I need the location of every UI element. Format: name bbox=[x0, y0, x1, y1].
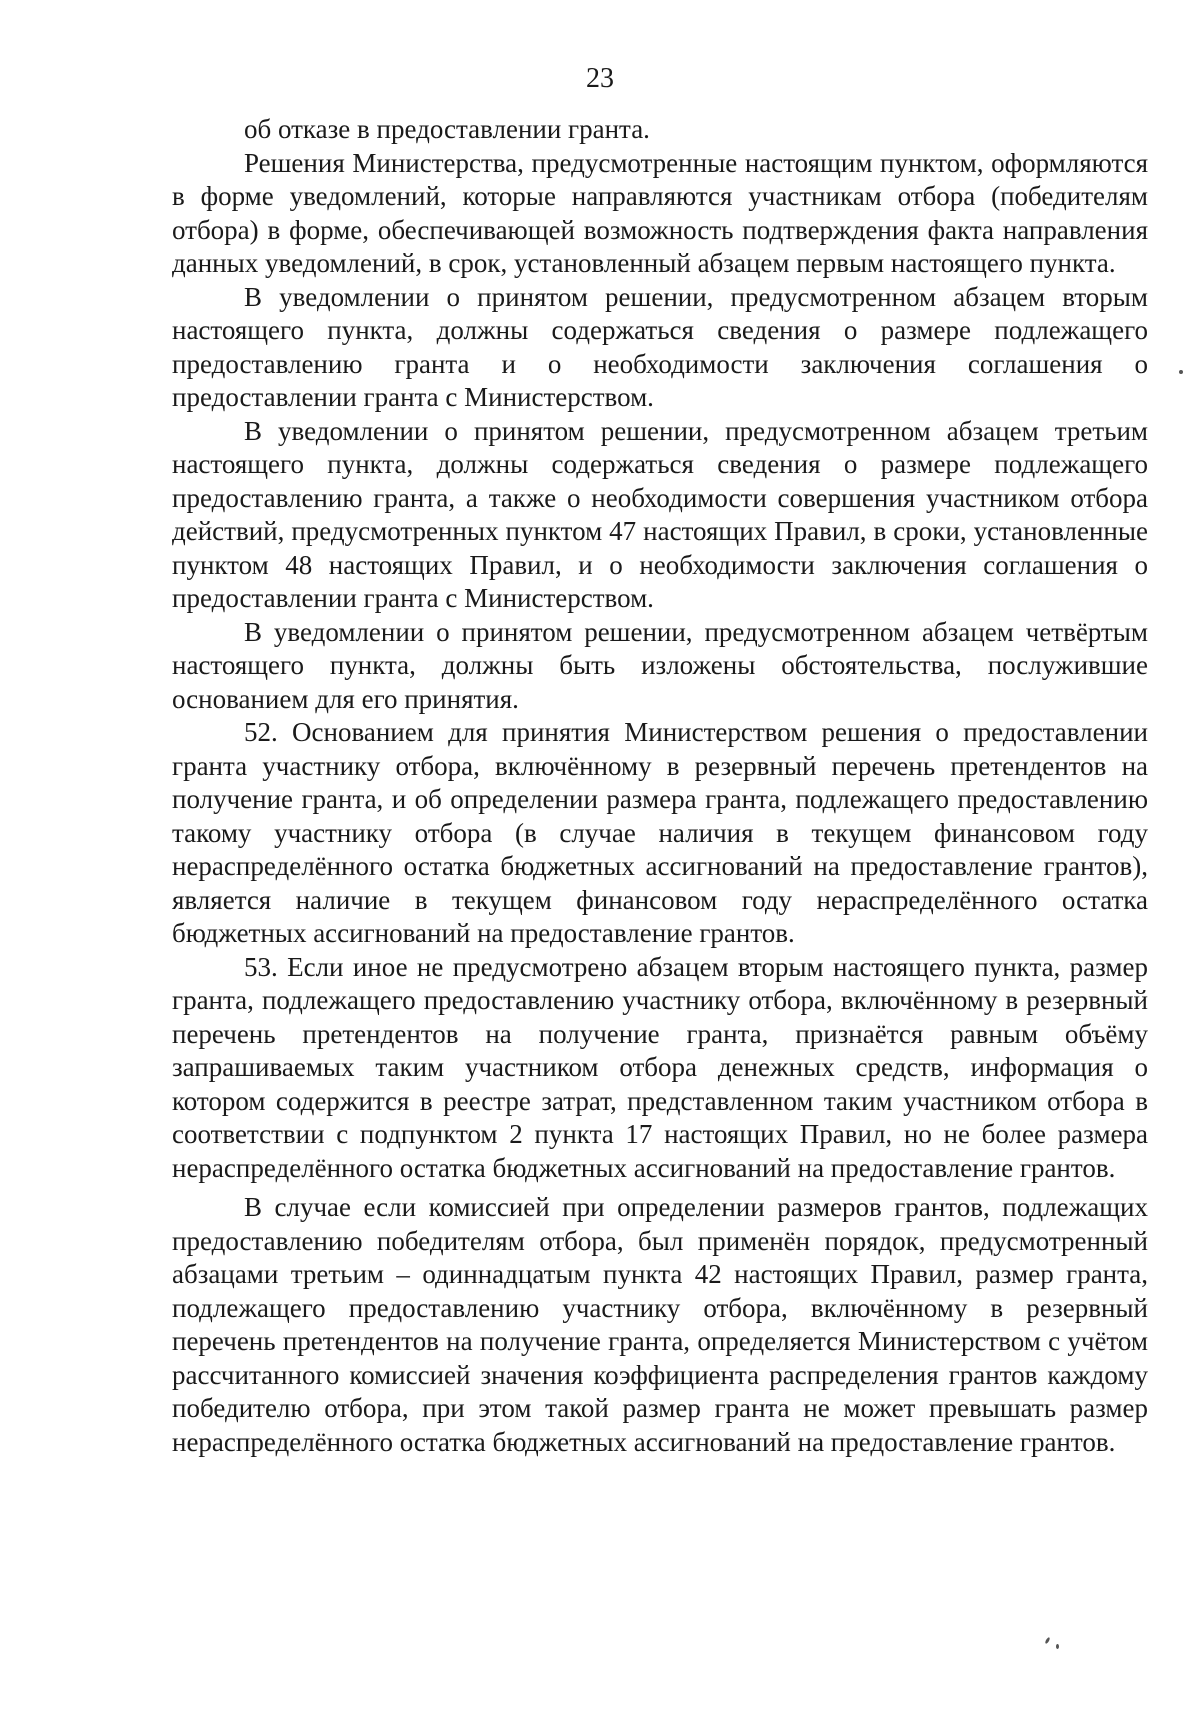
paragraph-clause-53: 53. Если иное не предусмотрено абзацем вторым настоящего пункта, размер гранта, подлежащего предоставлению участнику отбора, включённому в резервный перечень претендентов на получение гранта, признаётся равным объёму запрашиваемых таким участником отбора денежных средств, информация о котором содержится в реестре затрат, представленном таким участником отбора в соответствии с подпунктом 2 пункта 17 настоящих Правил, но не более размера нераспределённого остатка бюджетных ассигнований на предоставление грантов. bbox=[172, 951, 1148, 1183]
paragraph-continuation: об отказе в предоставлении гранта. bbox=[244, 114, 650, 144]
page-number: 23 bbox=[586, 63, 614, 94]
scan-speck bbox=[1179, 370, 1183, 374]
paragraph-notice-third: В уведомлении о принятом решении, предусмотренном абзацем третьим настоящего пункта, должны содержаться сведения о размере подлежащего предоставлению гранта, а также о необходимости совершения участником отбора действий, предусмотренных пунктом 47 настоящих Правил, в сроки, установленные пунктом 48 настоящих Правил, и о необходимости заключения соглашения о предоставлении гранта с Министерством. bbox=[172, 415, 1148, 613]
document-body bbox=[172, 113, 1148, 1459]
paragraph-notice-fourth: В уведомлении о принятом решении, предусмотренном абзацем четвёртым настоящего пункта, должны быть изложены обстоятельства, послужившие основанием для его принятия. bbox=[172, 616, 1148, 714]
paragraph-clause-52: 52. Основанием для принятия Министерством решения о предоставлении гранта участнику отбора, включённому в резервный перечень претендентов на получение гранта, и об определении размера гранта, подлежащего предоставлению такому участнику отбора (в случае наличия в текущем финансовом году нераспределённого остатка бюджетных ассигнований на предоставление грантов), является наличие в текущем финансовом году нераспределённого остатка бюджетных ассигнований на предоставление грантов. bbox=[172, 717, 1148, 948]
scan-speck bbox=[1044, 1637, 1050, 1645]
paragraph-decisions-notification: Решения Министерства, предусмотренные настоящим пунктом, оформляются в форме уведомлений, которые направляются участникам отбора (победителям отбора) в форме, обеспечивающей возможность подтверждения факта направления данных уведомлений, в срок, установленный абзацем первым настоящего пункта. bbox=[172, 147, 1148, 278]
paragraph-notice-second: В уведомлении о принятом решении, предусмотренном абзацем вторым настоящего пункта, должны содержаться сведения о размере подлежащего предоставлению гранта и о необходимости заключения соглашения о предоставлении гранта с Министерством. bbox=[172, 281, 1148, 412]
scan-speck bbox=[1056, 1644, 1059, 1649]
paragraph-clause-53-part-2: В случае если комиссией при определении размеров грантов, подлежащих предоставлению победителям отбора, был применён порядок, предусмотренный абзацами третьим – одиннадцатым пункта 42 настоящих Правил, размер гранта, подлежащего предоставлению участнику отбора, включённому в резервный перечень претендентов на получение гранта, определяется Министерством с учётом рассчитанного комиссией значения коэффициента распределения грантов каждому победителю отбора, при этом такой размер гранта не может превышать размер нераспределённого остатка бюджетных ассигнований на предоставление грантов. bbox=[172, 1192, 1148, 1457]
